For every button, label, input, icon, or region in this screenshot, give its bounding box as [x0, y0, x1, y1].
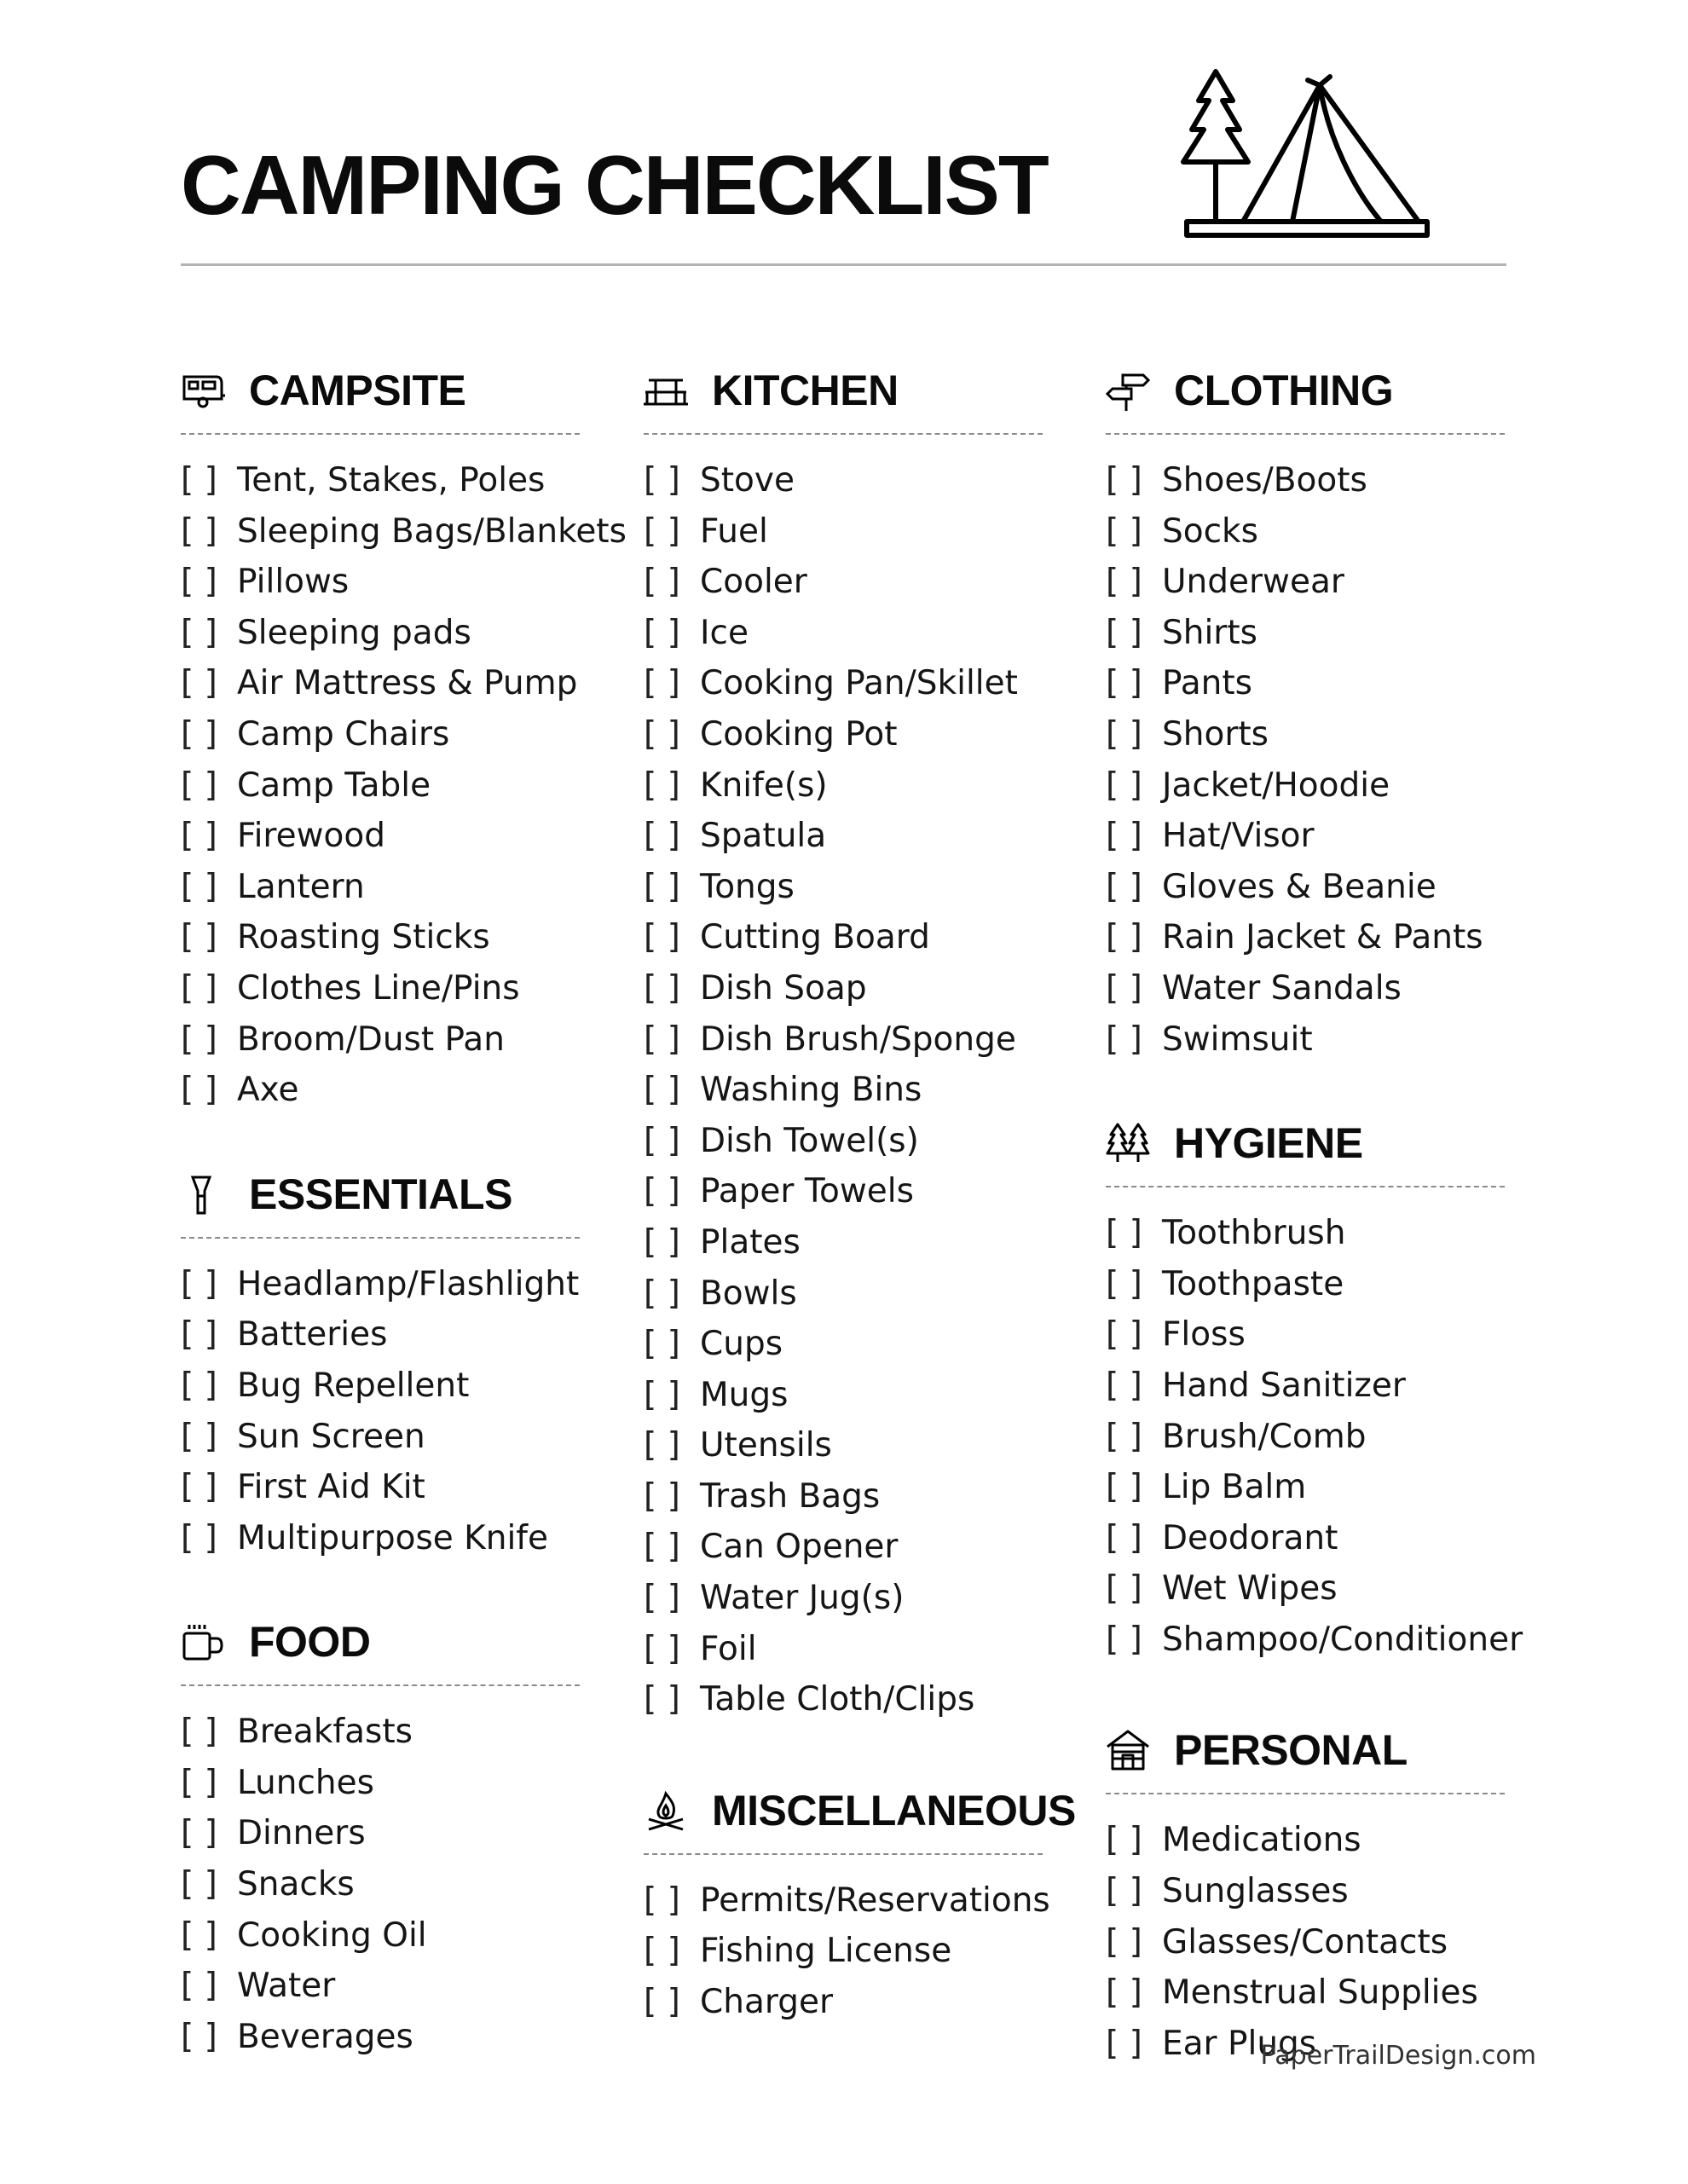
- section-food: [181, 1613, 658, 2062]
- pine-trees-icon: [1106, 1121, 1150, 1165]
- checklist-item[interactable]: [181, 1513, 658, 1564]
- item-label: Hat/Visor: [1162, 817, 1315, 856]
- item-label: Cups: [700, 1325, 783, 1364]
- item-label: First Aid Kit: [237, 1468, 425, 1507]
- cabin-icon: [1106, 1728, 1150, 1772]
- checklist-item[interactable]: [1106, 1563, 1583, 1615]
- page-title: CAMPING CHECKLIST: [181, 138, 1048, 232]
- checklist-item[interactable]: [1106, 1361, 1583, 1412]
- checklist-item[interactable]: [644, 1116, 1121, 1167]
- item-label: Menstrual Supplies: [1162, 1973, 1478, 2013]
- checkbox[interactable]: [ ]: [644, 1375, 680, 1414]
- checklist-item[interactable]: [1106, 1208, 1583, 1259]
- section-title: CAMPSITE: [249, 367, 466, 414]
- section-essentials: [181, 1165, 658, 1564]
- checklist-item[interactable]: [644, 658, 1121, 709]
- item-label: Sunglasses: [1162, 1872, 1349, 1911]
- checklist-item[interactable]: [181, 862, 658, 913]
- checklist-item[interactable]: [1106, 1917, 1583, 1968]
- section-divider: [1106, 1793, 1505, 1794]
- checkbox[interactable]: [ ]: [644, 1172, 680, 1211]
- section-title: FOOD: [249, 1618, 371, 1667]
- item-label: Shampoo/Conditioner: [1162, 1620, 1523, 1659]
- item-label: Cooking Oil: [237, 1915, 427, 1955]
- checkbox[interactable]: [ ]: [181, 664, 217, 703]
- checkbox[interactable]: [ ]: [181, 1763, 217, 1802]
- checkbox[interactable]: [ ]: [1106, 1366, 1142, 1405]
- item-label: Lip Balm: [1162, 1468, 1307, 1507]
- checklist-item[interactable]: [181, 1309, 658, 1361]
- checklist-item[interactable]: [1106, 1615, 1583, 1666]
- checkbox[interactable]: [ ]: [181, 1468, 217, 1507]
- checklist-item[interactable]: [644, 963, 1121, 1014]
- section-header: [1106, 1114, 1583, 1169]
- section-kitchen: [644, 361, 1121, 1725]
- checklist-item[interactable]: [1106, 608, 1583, 659]
- section-header: [181, 1613, 658, 1667]
- checklist-item[interactable]: [181, 1707, 658, 1758]
- checklist-item[interactable]: [1106, 963, 1583, 1014]
- checkbox[interactable]: [ ]: [1106, 613, 1142, 652]
- checkbox[interactable]: [ ]: [181, 1814, 217, 1853]
- checklist-item[interactable]: [181, 1259, 658, 1310]
- section-header: [644, 361, 1121, 416]
- checklist-item[interactable]: [1106, 1259, 1583, 1310]
- camper-trailer-icon: [181, 368, 225, 413]
- checkbox[interactable]: [ ]: [644, 1426, 680, 1465]
- spacer: [1106, 1065, 1583, 1114]
- item-label: Snacks: [237, 1865, 355, 1904]
- section-divider: [181, 1684, 580, 1686]
- item-label: Water: [237, 1967, 336, 2006]
- checklist: [1106, 455, 1583, 1065]
- item-label: Floss: [1162, 1315, 1246, 1355]
- checkbox[interactable]: [ ]: [644, 613, 680, 652]
- section-title: ESSENTIALS: [249, 1170, 512, 1218]
- item-label: Ice: [700, 613, 749, 652]
- section-hygiene: [1106, 1114, 1583, 1665]
- checklist: [1106, 1208, 1583, 1665]
- checklist-item[interactable]: [181, 1859, 658, 1910]
- item-label: Ear Plugs: [1162, 2024, 1317, 2063]
- checklist-item[interactable]: [644, 1014, 1121, 1066]
- item-label: Rain Jacket & Pants: [1162, 918, 1483, 957]
- checklist-item[interactable]: [644, 1065, 1121, 1116]
- checklist-item[interactable]: [644, 1420, 1121, 1471]
- checkbox[interactable]: [ ]: [1106, 1821, 1142, 1860]
- checkbox[interactable]: [ ]: [1106, 1518, 1142, 1557]
- section-header: [1106, 1721, 1583, 1776]
- item-label: Gloves & Beanie: [1162, 867, 1437, 906]
- item-label: Wet Wipes: [1162, 1569, 1338, 1609]
- footer-credit: PaperTrailDesign.com: [1260, 2041, 1536, 2071]
- checkbox[interactable]: [ ]: [644, 766, 680, 805]
- item-label: Cutting Board: [700, 918, 930, 957]
- checklist-item[interactable]: [181, 811, 658, 862]
- checklist-item[interactable]: [181, 455, 658, 506]
- item-label: Sleeping pads: [237, 613, 471, 652]
- checkbox[interactable]: [ ]: [644, 1983, 680, 2022]
- item-label: Clothes Line/Pins: [237, 968, 520, 1008]
- item-label: Air Mattress & Pump: [237, 664, 578, 703]
- checkbox[interactable]: [ ]: [1106, 1620, 1142, 1659]
- checkbox[interactable]: [ ]: [181, 563, 217, 602]
- checklist-item[interactable]: [181, 506, 658, 558]
- checklist: [644, 455, 1121, 1725]
- checkbox[interactable]: [ ]: [181, 968, 217, 1008]
- item-label: Table Cloth/Clips: [700, 1680, 975, 1719]
- checklist-item[interactable]: [1106, 1513, 1583, 1564]
- item-label: Water Jug(s): [700, 1579, 905, 1618]
- checklist-item[interactable]: [181, 963, 658, 1014]
- checkbox[interactable]: [ ]: [1106, 1973, 1142, 2013]
- item-label: Pillows: [237, 563, 350, 602]
- section-divider: [181, 1237, 580, 1239]
- item-label: Shirts: [1162, 613, 1257, 652]
- checkbox[interactable]: [ ]: [1106, 968, 1142, 1008]
- checklist-item[interactable]: [644, 811, 1121, 862]
- item-label: Multipurpose Knife: [237, 1518, 549, 1557]
- checkbox[interactable]: [ ]: [181, 1417, 217, 1456]
- checkbox[interactable]: [ ]: [181, 613, 217, 652]
- item-label: Water Sandals: [1162, 968, 1402, 1008]
- checkbox[interactable]: [ ]: [644, 1528, 680, 1567]
- checkbox[interactable]: [ ]: [1106, 1468, 1142, 1507]
- checkbox[interactable]: [ ]: [644, 1020, 680, 1059]
- section-title: PERSONAL: [1174, 1726, 1408, 1775]
- checklist-item[interactable]: [1106, 1014, 1583, 1066]
- section-divider: [1106, 1186, 1505, 1187]
- item-label: Bug Repellent: [237, 1366, 470, 1405]
- campfire-icon: [644, 1788, 688, 1833]
- checklist-item[interactable]: [181, 1961, 658, 2012]
- checklist: [181, 455, 658, 1116]
- checklist-item[interactable]: [1106, 709, 1583, 760]
- checklist-item[interactable]: [181, 1014, 658, 1066]
- checkbox[interactable]: [ ]: [644, 1325, 680, 1364]
- item-label: Toothpaste: [1162, 1264, 1344, 1303]
- checklist-item[interactable]: [644, 455, 1121, 506]
- item-label: Washing Bins: [700, 1071, 922, 1110]
- checklist-item[interactable]: [644, 608, 1121, 659]
- checkbox[interactable]: [ ]: [1106, 2024, 1142, 2063]
- checkbox[interactable]: [ ]: [644, 714, 680, 754]
- checkbox[interactable]: [ ]: [1106, 1417, 1142, 1456]
- item-label: Pants: [1162, 664, 1252, 703]
- checkbox[interactable]: [ ]: [181, 1071, 217, 1110]
- item-label: Shoes/Boots: [1162, 461, 1367, 500]
- item-label: Trash Bags: [700, 1476, 881, 1516]
- item-label: Dish Brush/Sponge: [700, 1020, 1016, 1059]
- checkbox[interactable]: [ ]: [1106, 817, 1142, 856]
- checkbox[interactable]: [ ]: [644, 664, 680, 703]
- checklist-item[interactable]: [1106, 912, 1583, 963]
- checkbox[interactable]: [ ]: [1106, 1264, 1142, 1303]
- section-header: [181, 361, 658, 416]
- section-header: [181, 1165, 658, 1220]
- checkbox[interactable]: [ ]: [181, 817, 217, 856]
- checklist-item[interactable]: [644, 1370, 1121, 1421]
- item-label: Fishing License: [700, 1932, 952, 1971]
- checkbox[interactable]: [ ]: [644, 1476, 680, 1516]
- item-label: Brush/Comb: [1162, 1417, 1367, 1456]
- spacer: [181, 1563, 658, 1613]
- checkbox[interactable]: [ ]: [644, 1932, 680, 1971]
- item-label: Dinners: [237, 1814, 366, 1853]
- checklist: [1106, 1815, 1583, 2069]
- item-label: Cooler: [700, 563, 807, 602]
- checklist: [181, 1259, 658, 1564]
- checklist-item[interactable]: [644, 709, 1121, 760]
- section-miscellaneous: [644, 1782, 1121, 2028]
- item-label: Camp Chairs: [237, 714, 450, 754]
- checklist-item[interactable]: [181, 1462, 658, 1513]
- checklist-item[interactable]: [644, 1217, 1121, 1268]
- item-label: Cooking Pot: [700, 714, 898, 754]
- checkbox[interactable]: [ ]: [181, 1915, 217, 1955]
- item-label: Lantern: [237, 867, 365, 906]
- checklist-item[interactable]: [1106, 1309, 1583, 1361]
- checkbox[interactable]: [ ]: [644, 918, 680, 957]
- checkbox[interactable]: [ ]: [181, 918, 217, 957]
- item-label: Dish Towel(s): [700, 1121, 919, 1160]
- item-label: Broom/Dust Pan: [237, 1020, 505, 1059]
- checkbox[interactable]: [ ]: [181, 1865, 217, 1904]
- checkbox[interactable]: [ ]: [1106, 1315, 1142, 1355]
- checklist-item[interactable]: [644, 1166, 1121, 1217]
- checklist-item[interactable]: [181, 1412, 658, 1463]
- checklist-item[interactable]: [644, 1522, 1121, 1573]
- item-label: Glasses/Contacts: [1162, 1922, 1448, 1962]
- checklist-item[interactable]: [181, 2012, 658, 2063]
- checklist-item[interactable]: [644, 760, 1121, 812]
- item-label: Sleeping Bags/Blankets: [237, 511, 627, 551]
- checklist-item[interactable]: [1106, 455, 1583, 506]
- checklist-item[interactable]: [644, 1471, 1121, 1522]
- checkbox[interactable]: [ ]: [181, 1518, 217, 1557]
- item-label: Permits/Reservations: [700, 1881, 1050, 1920]
- checklist-item[interactable]: [1106, 506, 1583, 558]
- title-divider: [181, 263, 1506, 266]
- item-label: Deodorant: [1162, 1518, 1338, 1557]
- item-label: Plates: [700, 1222, 801, 1262]
- column-left: [181, 361, 658, 2062]
- checkbox[interactable]: [ ]: [1106, 1872, 1142, 1911]
- checklist-item[interactable]: [1106, 862, 1583, 913]
- section-personal: [1106, 1721, 1583, 2069]
- checkbox[interactable]: [ ]: [1106, 714, 1142, 754]
- item-label: Lunches: [237, 1763, 374, 1802]
- checkbox[interactable]: [ ]: [1106, 766, 1142, 805]
- checkbox[interactable]: [ ]: [181, 1967, 217, 2006]
- checkbox[interactable]: [ ]: [644, 968, 680, 1008]
- checkbox[interactable]: [ ]: [181, 766, 217, 805]
- item-label: Underwear: [1162, 563, 1344, 602]
- checkbox[interactable]: [ ]: [181, 1264, 217, 1303]
- item-label: Mugs: [700, 1375, 789, 1414]
- checkbox[interactable]: [ ]: [644, 511, 680, 551]
- checklist-item[interactable]: [1106, 811, 1583, 862]
- checkbox[interactable]: [ ]: [1106, 867, 1142, 906]
- checklist-item[interactable]: [1106, 557, 1583, 608]
- item-label: Fuel: [700, 511, 768, 551]
- item-label: Tent, Stakes, Poles: [237, 461, 546, 500]
- section-header: [1106, 361, 1583, 416]
- item-label: Medications: [1162, 1821, 1361, 1860]
- item-label: Knife(s): [700, 766, 828, 805]
- checkbox[interactable]: [ ]: [644, 817, 680, 856]
- checkbox[interactable]: [ ]: [181, 2017, 217, 2056]
- checkbox[interactable]: [ ]: [1106, 664, 1142, 703]
- section-header: [644, 1782, 1121, 1836]
- checkbox[interactable]: [ ]: [181, 1020, 217, 1059]
- item-label: Dish Soap: [700, 968, 867, 1008]
- checkbox[interactable]: [ ]: [644, 461, 680, 500]
- checklist-item[interactable]: [644, 1977, 1121, 2028]
- checkbox[interactable]: [ ]: [1106, 918, 1142, 957]
- checkbox[interactable]: [ ]: [181, 511, 217, 551]
- checkbox[interactable]: [ ]: [644, 1579, 680, 1618]
- checklist-item[interactable]: [644, 862, 1121, 913]
- item-label: Roasting Sticks: [237, 918, 490, 957]
- flashlight-icon: [181, 1172, 225, 1216]
- checklist-item[interactable]: [181, 608, 658, 659]
- checkbox[interactable]: [ ]: [644, 867, 680, 906]
- checklist-item[interactable]: [1106, 760, 1583, 812]
- section-clothing: [1106, 361, 1583, 1065]
- checkbox[interactable]: [ ]: [1106, 511, 1142, 551]
- item-label: Cooking Pan/Skillet: [700, 664, 1018, 703]
- checkbox[interactable]: [ ]: [1106, 1020, 1142, 1059]
- checkbox[interactable]: [ ]: [644, 1222, 680, 1262]
- item-label: Socks: [1162, 511, 1258, 551]
- item-label: Utensils: [700, 1426, 832, 1465]
- item-label: Can Opener: [700, 1528, 899, 1567]
- checkbox[interactable]: [ ]: [1106, 563, 1142, 602]
- section-title: CLOTHING: [1174, 367, 1394, 414]
- column-right: [1106, 361, 1583, 2069]
- item-label: Beverages: [237, 2017, 413, 2056]
- checkbox[interactable]: [ ]: [644, 1881, 680, 1920]
- section-divider: [644, 1853, 1043, 1855]
- checklist-item[interactable]: [644, 506, 1121, 558]
- column-middle: [644, 361, 1121, 2028]
- checkbox[interactable]: [ ]: [181, 1713, 217, 1752]
- checkbox[interactable]: [ ]: [1106, 461, 1142, 500]
- checklist-item[interactable]: [644, 1319, 1121, 1370]
- section-divider: [644, 433, 1043, 435]
- item-label: Stove: [700, 461, 795, 500]
- item-label: Batteries: [237, 1315, 388, 1355]
- checkbox[interactable]: [ ]: [1106, 1569, 1142, 1609]
- checklist-item[interactable]: [1106, 658, 1583, 709]
- checklist-item[interactable]: [181, 658, 658, 709]
- signpost-icon: [1106, 368, 1150, 413]
- tree-and-tent-icon: [1183, 70, 1431, 237]
- checklist-item[interactable]: [1106, 1866, 1583, 1917]
- item-label: Sun Screen: [237, 1417, 425, 1456]
- item-label: Foil: [700, 1629, 757, 1668]
- checkbox[interactable]: [ ]: [644, 563, 680, 602]
- checkbox[interactable]: [ ]: [644, 1121, 680, 1160]
- section-title: MISCELLANEOUS: [712, 1786, 1076, 1834]
- item-label: Breakfasts: [237, 1713, 413, 1752]
- item-label: Hand Sanitizer: [1162, 1366, 1406, 1405]
- item-label: Axe: [237, 1071, 299, 1110]
- checkbox[interactable]: [ ]: [181, 714, 217, 754]
- checklist-item[interactable]: [181, 760, 658, 812]
- item-label: Toothbrush: [1162, 1214, 1346, 1253]
- checklist: [181, 1707, 658, 2062]
- checklist-item[interactable]: [181, 1910, 658, 1962]
- spacer: [181, 1116, 658, 1165]
- item-label: Shorts: [1162, 714, 1269, 754]
- checklist-item[interactable]: [1106, 1412, 1583, 1463]
- section-campsite: [181, 361, 658, 1116]
- picnic-table-icon: [644, 368, 688, 413]
- item-label: Tongs: [700, 867, 795, 906]
- item-label: Paper Towels: [700, 1172, 914, 1211]
- checklist-item[interactable]: [644, 1674, 1121, 1725]
- checkbox[interactable]: [ ]: [644, 1274, 680, 1313]
- checkbox[interactable]: [ ]: [1106, 1922, 1142, 1962]
- checklist-item[interactable]: [181, 557, 658, 608]
- item-label: Charger: [700, 1983, 833, 2022]
- checkbox[interactable]: [ ]: [181, 867, 217, 906]
- checkbox[interactable]: [ ]: [181, 461, 217, 500]
- spacer: [644, 1725, 1121, 1782]
- checklist-item[interactable]: [644, 557, 1121, 608]
- checklist-item[interactable]: [644, 1268, 1121, 1320]
- checklist-item[interactable]: [644, 1875, 1121, 1927]
- item-label: Firewood: [237, 817, 385, 856]
- section-divider: [1106, 433, 1505, 435]
- checklist-item[interactable]: [181, 1065, 658, 1116]
- checklist: [644, 1875, 1121, 2028]
- item-label: Camp Table: [237, 766, 431, 805]
- checkbox[interactable]: [ ]: [1106, 1214, 1142, 1253]
- checkbox[interactable]: [ ]: [181, 1315, 217, 1355]
- checklist-item[interactable]: [181, 1361, 658, 1412]
- checklist-item[interactable]: [1106, 1462, 1583, 1513]
- item-label: Headlamp/Flashlight: [237, 1264, 580, 1303]
- section-title: KITCHEN: [712, 367, 899, 414]
- checklist-item[interactable]: [644, 912, 1121, 963]
- section-divider: [181, 433, 580, 435]
- checklist-item[interactable]: [181, 709, 658, 760]
- checkbox[interactable]: [ ]: [644, 1071, 680, 1110]
- item-label: Spatula: [700, 817, 827, 856]
- checklist-item[interactable]: [181, 1758, 658, 1809]
- checklist-item[interactable]: [644, 1624, 1121, 1675]
- section-title: HYGIENE: [1174, 1119, 1363, 1168]
- checkbox[interactable]: [ ]: [644, 1629, 680, 1668]
- checklist-item[interactable]: [181, 1808, 658, 1859]
- checklist-item[interactable]: [1106, 1815, 1583, 1866]
- checkbox[interactable]: [ ]: [181, 1366, 217, 1405]
- item-label: Swimsuit: [1162, 1020, 1313, 1059]
- checklist-item[interactable]: [644, 1573, 1121, 1624]
- item-label: Jacket/Hoodie: [1162, 766, 1390, 805]
- item-label: Bowls: [700, 1274, 797, 1313]
- checklist-item[interactable]: [644, 1926, 1121, 1977]
- checklist-item[interactable]: [1106, 1967, 1583, 2019]
- checkbox[interactable]: [ ]: [644, 1680, 680, 1719]
- mug-icon: [181, 1620, 225, 1664]
- spacer: [1106, 1665, 1583, 1721]
- checklist-item[interactable]: [181, 912, 658, 963]
